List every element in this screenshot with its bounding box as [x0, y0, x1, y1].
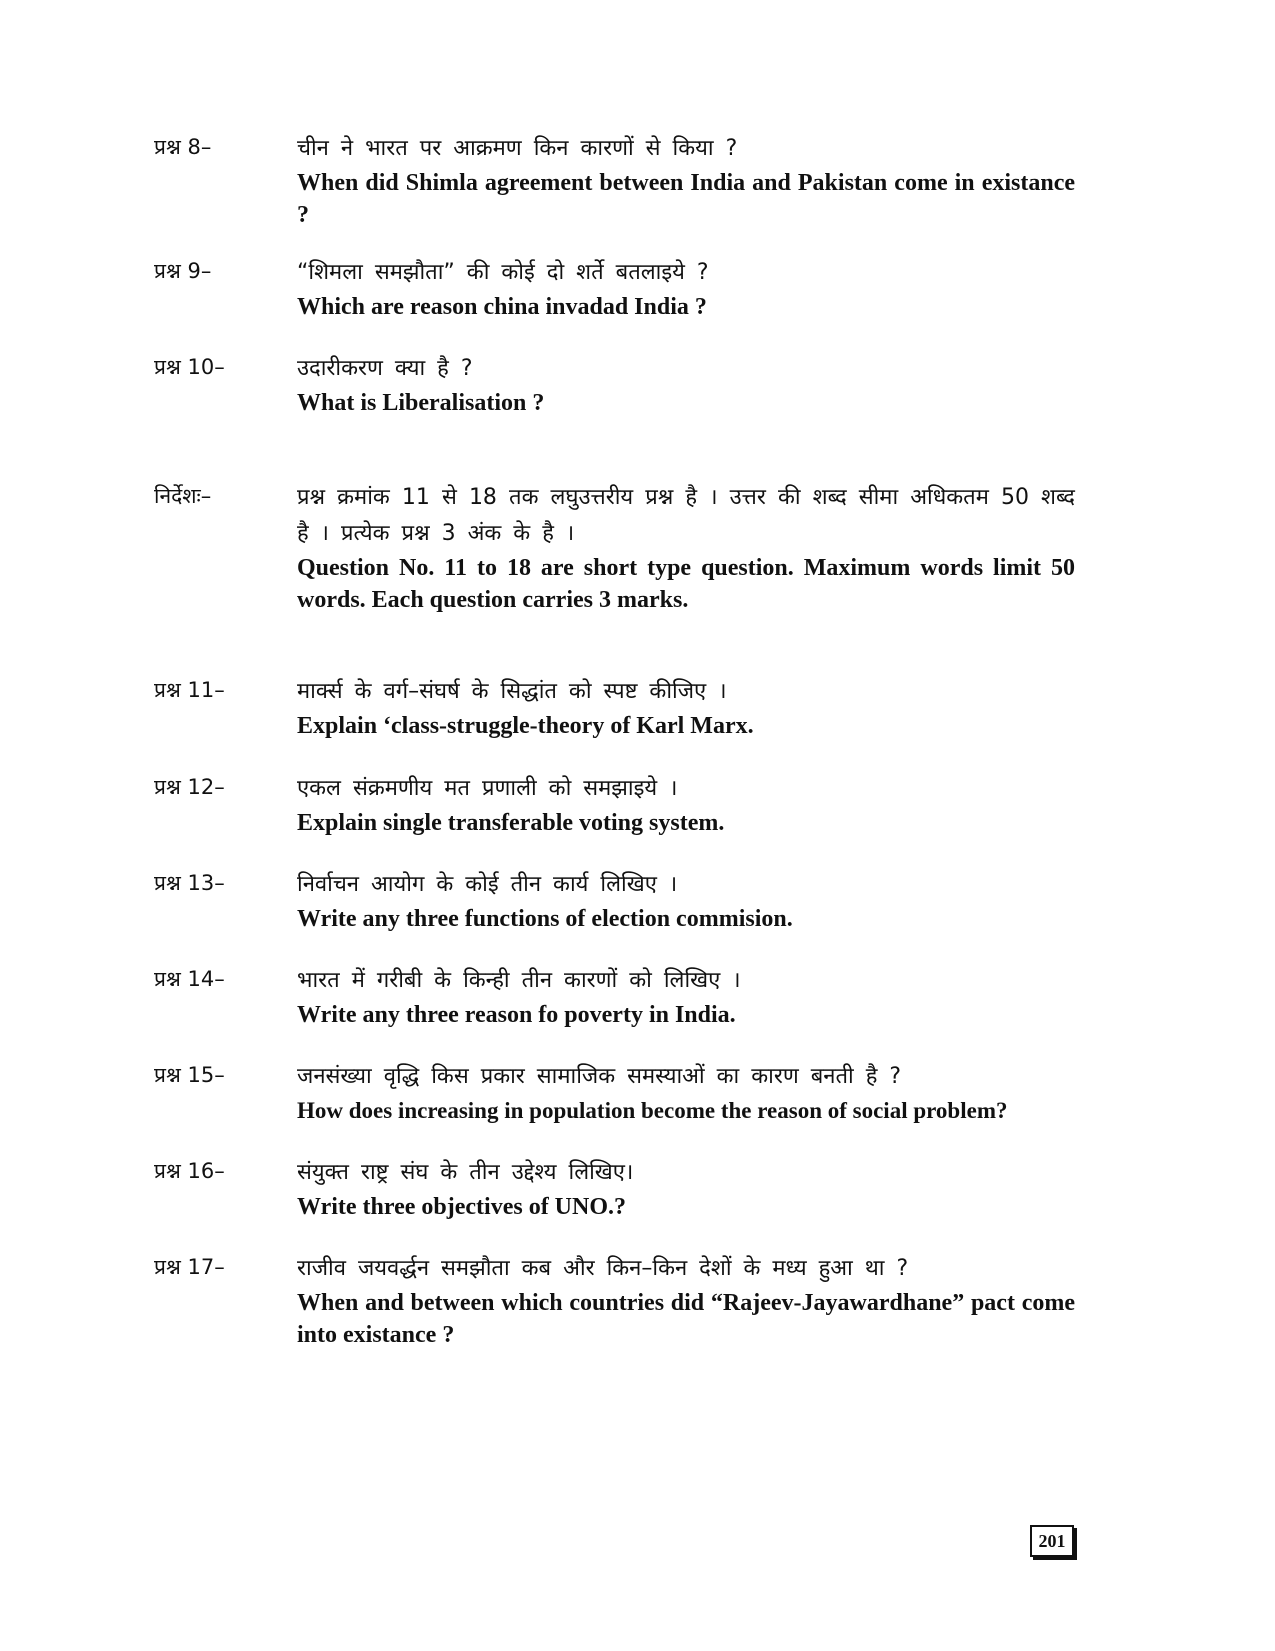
question-text-english: When and between which countries did “Rajeev-Jayawardhane” pact come into existance ?	[297, 1290, 1075, 1348]
question-text-english: Write three objectives of UNO.?	[297, 1194, 627, 1220]
question-text-hindi: संयुक्त राष्ट्र संघ के तीन उद्देश्य लिखिए।	[297, 1160, 634, 1185]
question-text-hindi: उदारीकरण क्या है ?	[297, 356, 473, 381]
question-label: प्रश्न 9–	[154, 259, 212, 283]
question-label: प्रश्न 17–	[154, 1255, 225, 1279]
question-label: प्रश्न 16–	[154, 1159, 225, 1183]
question-label: प्रश्न 14–	[154, 967, 225, 991]
question-label: प्रश्न 13–	[154, 871, 225, 895]
question-text-english: Write any three functions of election commision.	[297, 906, 793, 932]
question-text-english: Which are reason china invadad India ?	[297, 294, 707, 320]
page-number: 201	[1030, 1525, 1074, 1557]
question-text-hindi: “शिमला समझौता” की कोई दो शर्ते बतलाइये ?	[297, 260, 709, 285]
question-text-hindi: राजीव जयवर्द्धन समझौता कब और किन–किन देशों के मध्य हुआ था ?	[297, 1256, 909, 1281]
question-label: प्रश्न 11–	[154, 678, 225, 702]
instruction-label: निर्देशः–	[154, 484, 212, 508]
question-label: प्रश्न 12–	[154, 775, 225, 799]
question-text-english: Explain single transferable voting system.	[297, 810, 725, 836]
question-text-hindi: चीन ने भारत पर आक्रमण किन कारणों से किया ?	[297, 136, 738, 161]
question-text-english: What is Liberalisation ?	[297, 390, 545, 416]
question-text-hindi: जनसंख्या वृद्धि किस प्रकार सामाजिक समस्याओं का कारण बनती है ?	[297, 1064, 902, 1089]
question-label: प्रश्न 8–	[154, 135, 212, 159]
question-text-hindi: एकल संक्रमणीय मत प्रणाली को समझाइये ।	[297, 776, 678, 801]
question-label: प्रश्न 10–	[154, 355, 225, 379]
question-text-english: When did Shimla agreement between India and Pakistan come in existance ?	[297, 170, 1075, 228]
instruction-text-hindi: प्रश्न क्रमांक 11 से 18 तक लघुउत्तरीय प्रश्न है । उत्तर की शब्द सीमा अधिकतम 50 शब्द है । प्रत्येक प्रश्न 3 अंक के है ।	[297, 485, 1075, 546]
question-text-english: Write any three reason fo poverty in India.	[297, 1002, 736, 1028]
question-text-english: Explain ‘class-struggle-theory of Karl Marx.	[297, 713, 754, 739]
question-text-hindi: भारत में गरीबी के किन्ही तीन कारणों को लिखिए ।	[297, 968, 741, 993]
question-text-hindi: निर्वाचन आयोग के कोई तीन कार्य लिखिए ।	[297, 872, 678, 897]
question-text-hindi: मार्क्स के वर्ग–संघर्ष के सिद्धांत को स्पष्ट कीजिए ।	[297, 679, 727, 704]
instruction-text-english: Question No. 11 to 18 are short type question. Maximum words limit 50 words. Each question carries 3 marks.	[297, 555, 1075, 613]
question-label: प्रश्न 15–	[154, 1063, 225, 1087]
question-text-english: How does increasing in population become the reason of social problem?	[297, 1098, 1008, 1123]
